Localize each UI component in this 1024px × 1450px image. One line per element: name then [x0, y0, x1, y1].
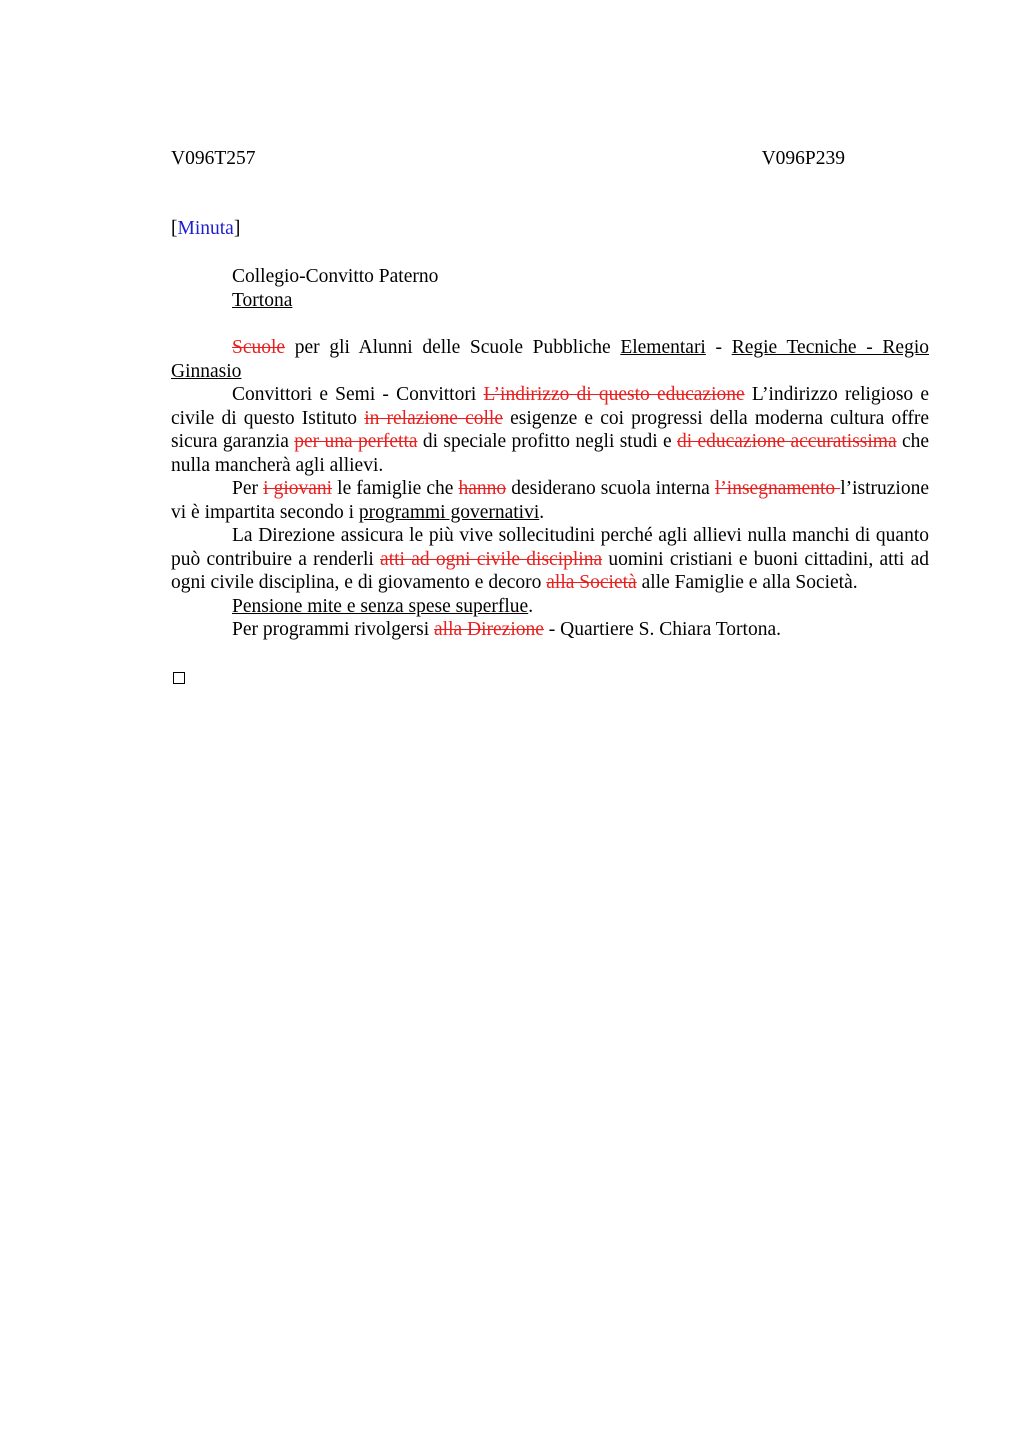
- bracket-close: ]: [233, 218, 241, 239]
- document-body: [171, 336, 929, 642]
- text-run: Convittori e Semi - Convittori: [232, 384, 484, 405]
- text-run: .: [528, 595, 534, 617]
- deleted-text: Scuole: [232, 337, 286, 358]
- paragraph-4: [171, 524, 929, 595]
- paragraph-1: [171, 336, 929, 383]
- text-run: - Quartiere S. Chiara Tortona.: [543, 619, 781, 640]
- text-run: di speciale profitto negli studi e: [417, 431, 677, 452]
- paragraph-5: [171, 595, 929, 619]
- bracket-open: [: [171, 218, 178, 239]
- text-run: Per programmi rivolgersi: [232, 619, 434, 640]
- paragraph-6: [171, 618, 929, 642]
- text-run: Per: [232, 478, 264, 499]
- underlined-text: Pensione mite e senza spese superflue: [232, 595, 529, 617]
- deleted-text: alla Direzione: [434, 619, 544, 640]
- institute-city: Tortona: [232, 290, 293, 311]
- deleted-text: i giovani: [263, 478, 333, 499]
- text-run: .: [539, 501, 545, 523]
- deleted-text: hanno: [458, 478, 507, 499]
- deleted-text: L’indirizzo di questo educazione: [483, 384, 745, 405]
- document-code-right: V096P239: [761, 148, 845, 169]
- text-run: desiderano scuola interna: [506, 478, 715, 499]
- underlined-text: Regie Tecniche - Regio Ginnasio: [171, 337, 930, 382]
- text-run: alle Famiglie e alla Società.: [636, 572, 858, 593]
- underlined-text: Elementari: [620, 337, 706, 358]
- text-run: -: [705, 337, 732, 358]
- document-code-left: V096T257: [171, 148, 256, 169]
- text-run: esigenze e coi progressi della moderna cultura offre sicura garanzia: [171, 407, 929, 452]
- draft-label-word: Minuta: [177, 218, 234, 239]
- document-header: [171, 147, 845, 171]
- deleted-text: per una perfetta: [294, 431, 418, 452]
- draft-label: [171, 217, 240, 241]
- text-run: uomini cristiani e buoni cittadini, atti ad ogni civile disciplina, e di giovamento e decoro: [171, 548, 929, 593]
- checkbox-square-icon: [173, 672, 185, 684]
- text-run: che nulla mancherà agli allievi.: [171, 431, 930, 476]
- deleted-text: di educazione accuratissima: [676, 431, 897, 452]
- paragraph-2: [171, 383, 929, 477]
- institute-block: [232, 265, 438, 313]
- paragraph-3: [171, 477, 929, 524]
- text-run: l’istruzione vi è impartita secondo i: [171, 478, 929, 523]
- deleted-text: in relazione colle: [364, 407, 503, 429]
- deleted-text: l’insegnamento: [714, 478, 841, 499]
- deleted-text: atti ad ogni civile disciplina: [380, 548, 603, 570]
- text-run: L’indirizzo religioso e civile di questo Istituto: [171, 384, 929, 429]
- deleted-text: alla Società: [546, 572, 637, 593]
- text-run: le famiglie che: [332, 478, 459, 499]
- institute-name: Collegio-Convitto Paterno: [232, 266, 439, 287]
- underlined-text: programmi governativi: [358, 501, 540, 523]
- text-run: La Direzione assicura le più vive sollecitudini perché agli allievi nulla manchi di quanto può contribuire a renderli: [171, 525, 929, 570]
- text-run: per gli Alunni delle Scuole Pubbliche: [285, 337, 621, 358]
